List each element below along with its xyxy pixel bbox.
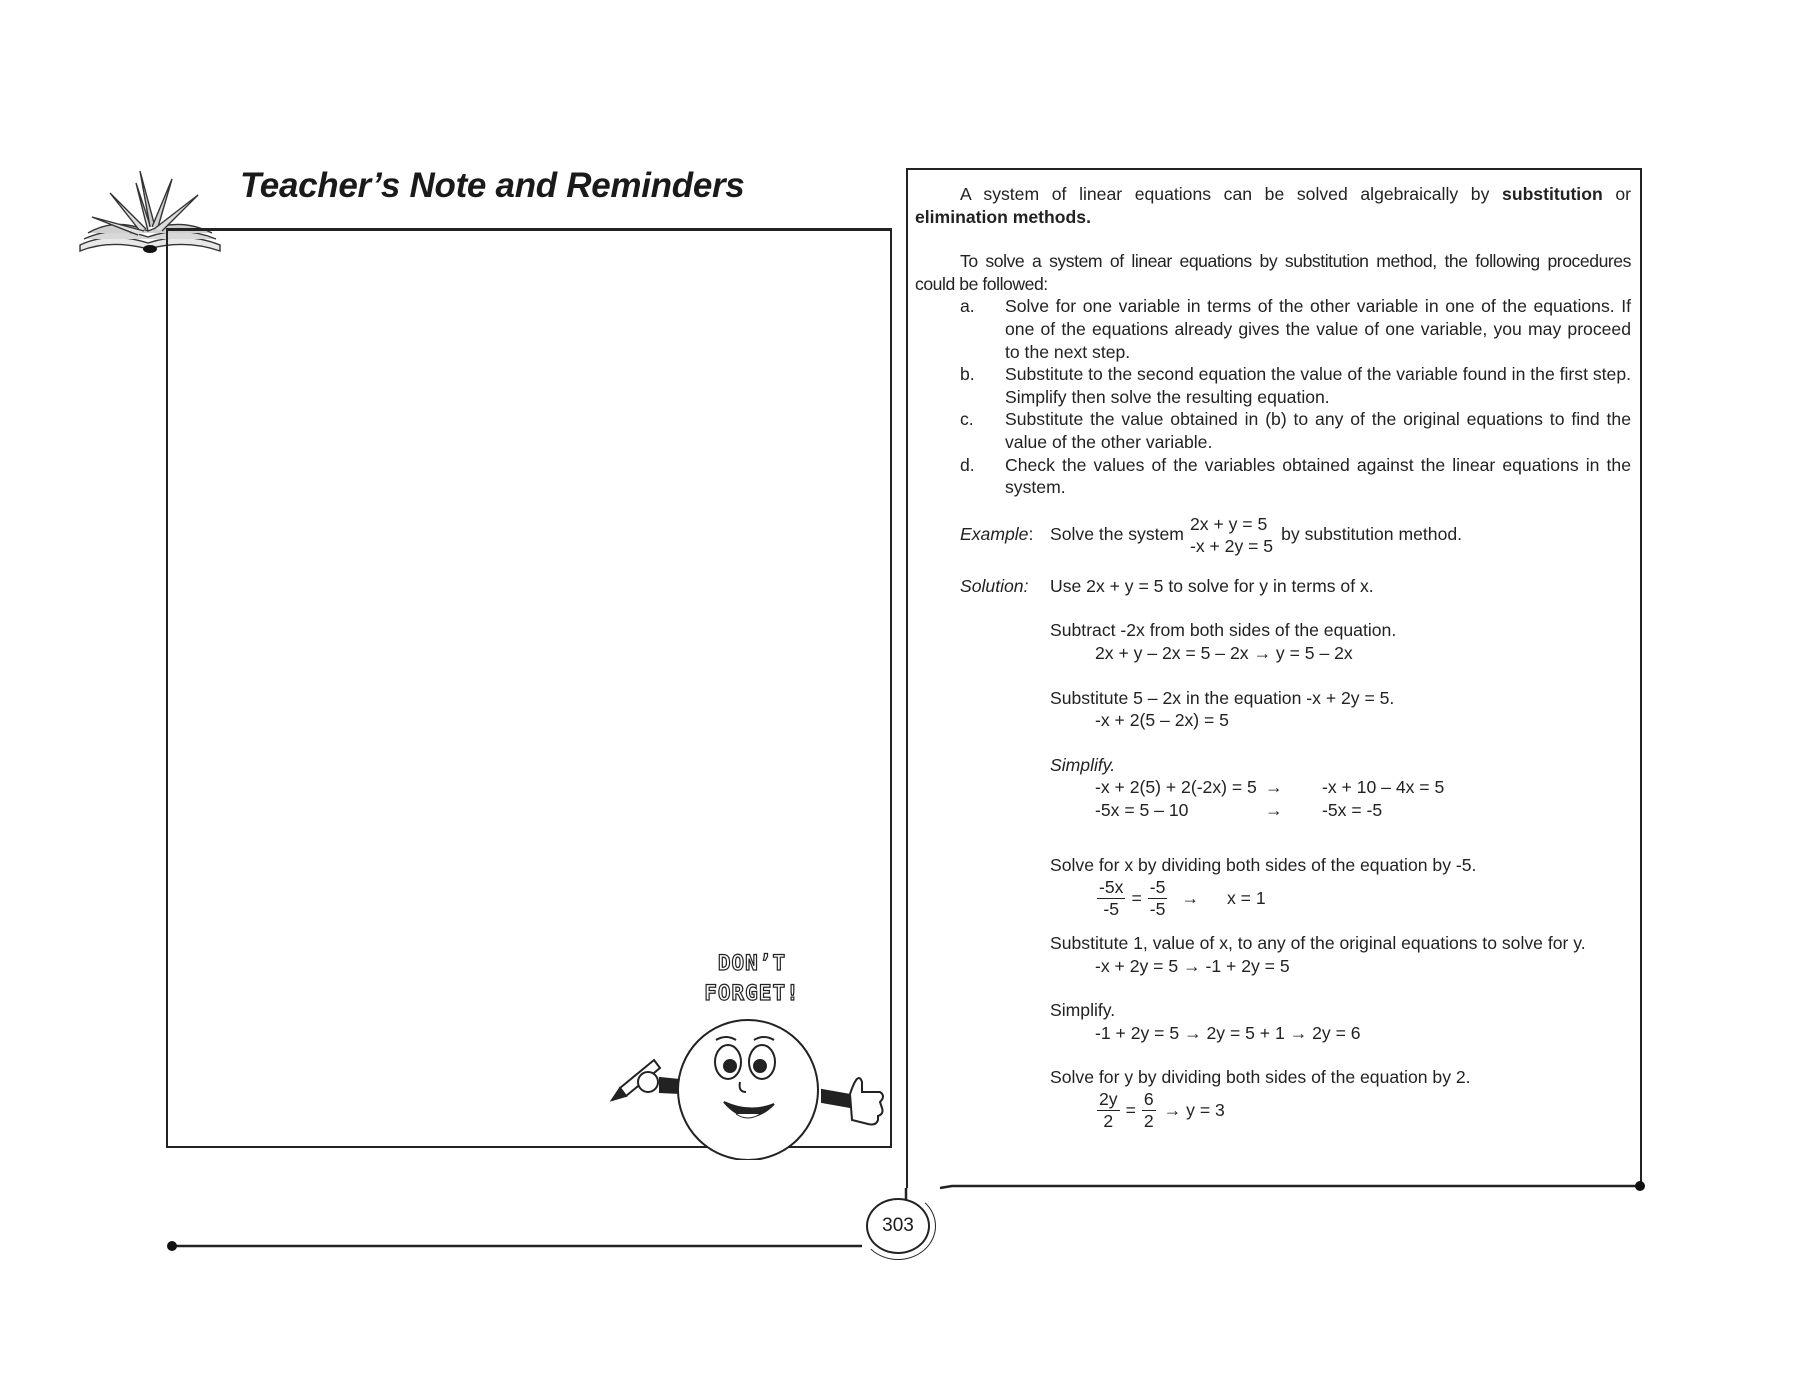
sign-line-1: DON’T [717, 951, 787, 975]
simplify-eq1-right: -x + 10 – 4x = 5 [1322, 777, 1445, 798]
equals: = [1131, 888, 1142, 909]
step1-equation: 2x + y – 2x = 5 – 2x → y = 5 – 2x [1095, 642, 1353, 663]
solution-text: Use 2x + y = 5 to solve for y in terms of x. [1050, 575, 1374, 596]
step-label: d. [960, 454, 975, 475]
step-text: Substitute to the second equation the value of the variable found in the first step. Simplify then solve the resulting equation. [1005, 364, 1631, 407]
step-text: Check the values of the variables obtained against the linear equations in the system. [1005, 454, 1631, 498]
intro-text: A system of linear equations can be solved algebraically by [960, 184, 1503, 204]
intro-term-elimination: elimination methods. [915, 206, 1091, 227]
intro-term-substitution: substitution [1502, 184, 1603, 204]
step-text: Solve for one variable in terms of the other variable in one of the equations. If one of the equations already gives the value of one variable, you may proceed to the next step. [1005, 296, 1631, 362]
step5-text: Solve for y by dividing both sides of the equation by 2. [1050, 1067, 1471, 1088]
intro-or: or [1602, 184, 1631, 204]
page-number: 303 [866, 1198, 930, 1254]
example-prompt: Solve the system [1050, 524, 1184, 545]
example-label: Example [960, 524, 1029, 545]
fraction-denominator: -5 [1149, 899, 1166, 920]
simplify-eq2-left: -5x = 5 – 10 [1095, 799, 1189, 820]
system-equation-2: -x + 2y = 5 [1189, 535, 1274, 556]
fraction-numerator: 6 [1143, 1089, 1154, 1110]
step3-text: Solve for x by dividing both sides of the equation by -5. [1050, 855, 1477, 876]
step3-result: x = 1 [1226, 888, 1266, 909]
step-label: a. [960, 296, 975, 317]
example-method: by substitution method. [1281, 524, 1463, 545]
step2-equation: -x + 2(5 – 2x) = 5 [1095, 710, 1229, 731]
step-label: b. [960, 364, 975, 385]
sign-line-2: FORGET! [704, 981, 800, 1005]
fraction-numerator: -5 [1149, 877, 1166, 898]
arrow: → [1265, 777, 1283, 798]
page-title: Teacher’s Note and Reminders [240, 166, 745, 205]
simplify-eq2-right: -5x = -5 [1322, 799, 1383, 820]
arrow: → [1265, 799, 1283, 820]
simplify-eq1-left: -x + 2(5) + 2(-2x) = 5 [1095, 777, 1257, 798]
fraction-denominator: 2 [1143, 1111, 1154, 1132]
step-text: Substitute the value obtained in (b) to any of the original equations to find the value of the other variable. [1005, 409, 1631, 452]
procedure-intro: To solve a system of linear equations by substitution method, the following procedures could be followed: [915, 251, 1631, 294]
fraction-denominator: 2 [1103, 1111, 1114, 1132]
simplify2-equation: -1 + 2y = 5 → 2y = 5 + 1 → 2y = 6 [1095, 1022, 1361, 1043]
step4-equation: -x + 2y = 5 → -1 + 2y = 5 [1095, 955, 1290, 976]
fraction-denominator: -5 [1103, 899, 1120, 920]
step5-result: → y = 3 [1163, 1100, 1225, 1121]
example-colon: : [1028, 524, 1034, 545]
fraction-numerator: -5x [1099, 877, 1124, 898]
system-equation-1: 2x + y = 5 [1189, 513, 1268, 534]
step-label: c. [960, 409, 974, 430]
step2-text: Substitute 5 – 2x in the equation -x + 2y = 5. [1050, 687, 1395, 708]
simplify2-label: Simplify. [1050, 1000, 1116, 1021]
simplify-label: Simplify. [1050, 754, 1116, 775]
step1-text: Subtract -2x from both sides of the equation. [1050, 620, 1397, 641]
step4-text: Substitute 1, value of x, to any of the original equations to solve for y. [1050, 933, 1586, 954]
arrow: → [1181, 888, 1199, 909]
solution-label: Solution: [960, 575, 1029, 596]
fraction-numerator: 2y [1099, 1089, 1118, 1110]
equals: = [1125, 1100, 1136, 1121]
